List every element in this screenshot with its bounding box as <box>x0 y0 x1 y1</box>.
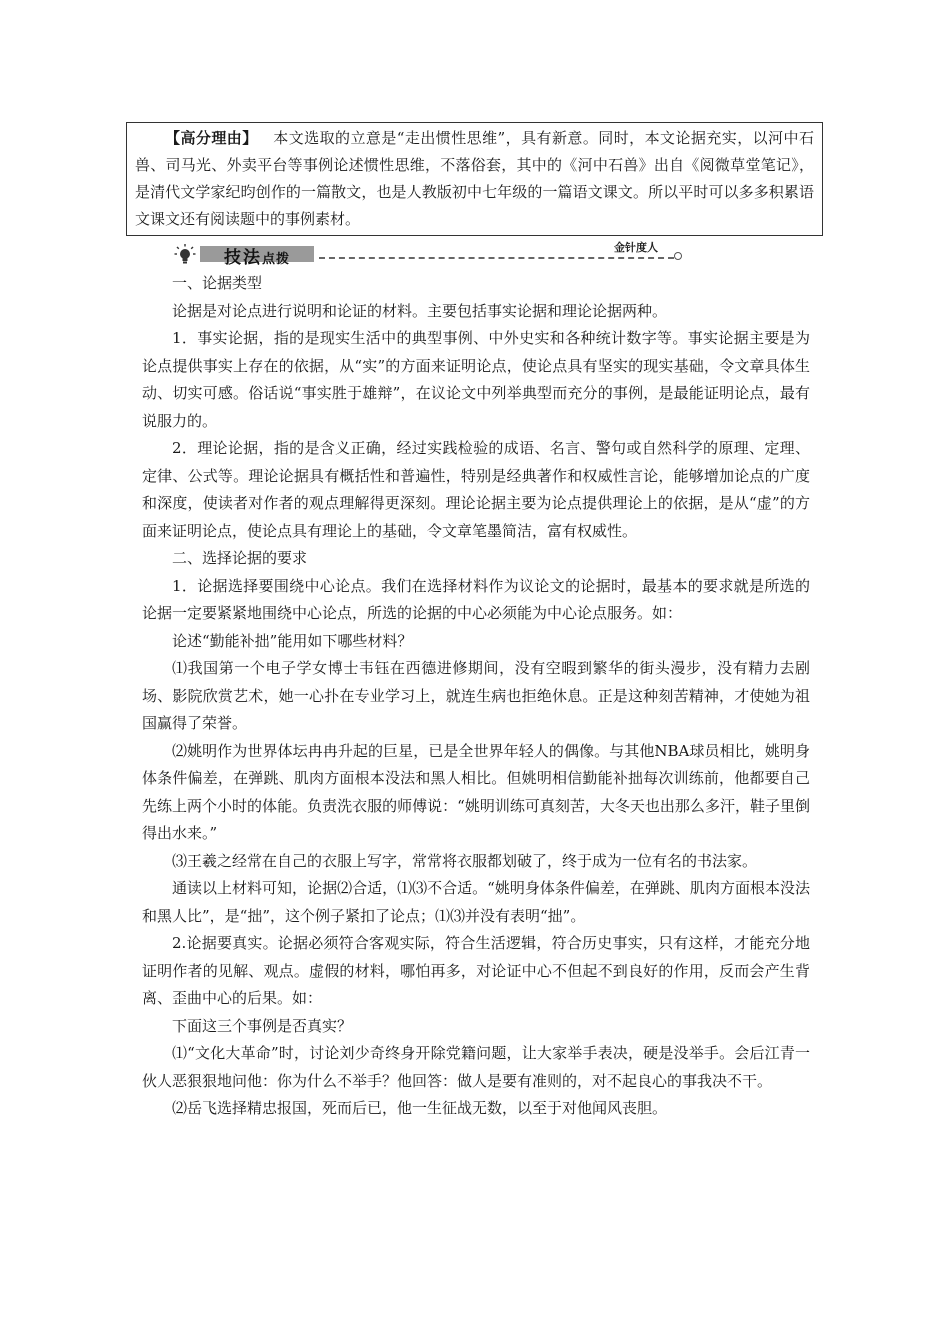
reason-label: 【高分理由】 <box>165 129 258 147</box>
section-banner <box>174 241 694 268</box>
paragraph: 2.论据要真实。论据必须符合客观实际，符合生活逻辑，符合历史事实，只有这样，才能充分地证明作者的见解、观点。虚假的材料，哪怕再多，对论证中心不但起不到良好的作用，反而会产生背离、歪曲中心的后果。如： <box>142 934 810 1007</box>
paragraph: ⑴我国第一个电子学女博士韦钰在西德进修期间，没有空暇到繁华的街头漫步，没有精力去剧场、影院欣赏艺术，她一心扑在专业学习上，就连生病也拒绝休息。正是这种刻苦精神，才使她为祖国赢得了荣誉。 <box>142 659 810 732</box>
paragraph: 下面这三个事例是否真实？ <box>172 1016 353 1035</box>
section-heading-2: 二、选择论据的要求 <box>172 549 308 567</box>
main-content <box>142 270 810 1123</box>
paragraph: 通读以上材料可知，论据⑵合适，⑴⑶不合适。“姚明身体条件偏差，在弹跳、肌肉方面根本没法和黑人比”，是“拙”，这个例子紧扣了论点；⑴⑶并没有表明“拙”。 <box>142 879 810 925</box>
paragraph: ⑶王羲之经常在自己的衣服上写字，常常将衣服都划破了，终于成为一位有名的书法家。 <box>172 851 758 870</box>
paragraph: 论述“勤能补拙”能用如下哪些材料？ <box>172 631 413 650</box>
banner-title-small: 点拨 <box>262 252 291 267</box>
paragraph: 1．事实论据，指的是现实生活中的典型事例、中外史实和各种统计数字等。事实论据主要是为论点提供事实上存在的依据，从“实”的方面来证明论点，使论点具有坚实的现实基础，令文章具体生动、切实可感。俗话说“事实胜于雄辩”，在议论文中列举典型而充分的事例，是最能证明论点，最有说服力的。 <box>142 329 810 430</box>
paragraph: ⑴“文化大革命”时，讨论刘少奇终身开除党籍问题，让大家举手表决，硬是没举手。会后江青一伙人恶狠狠地问他：你为什么不举手？他回答：做人是要有准则的，对不起良心的事我决不干。 <box>142 1044 810 1090</box>
section-heading-1: 一、论据类型 <box>172 274 263 292</box>
paragraph: ⑵姚明作为世界体坛冉冉升起的巨星，已是全世界年轻人的偶像。与其他NBA球员相比，姚明身体条件偏差，在弹跳、肌肉方面根本没法和黑人相比。但姚明相信勤能补拙每次训练前，他都要自己先练上两个小时的体能。负责洗衣服的师傅说：“姚明训练可真刻苦，大冬天也出那么多汗，鞋子里倒得出水来。” <box>142 741 810 842</box>
paragraph: 论据是对论点进行说明和论证的材料。主要包括事实论据和理论论据两种。 <box>172 301 668 320</box>
paragraph: 1．论据选择要围绕中心论点。我们在选择材料作为议论文的论据时，最基本的要求就是所选的论据一定要紧紧地围绕中心论点，所选的论据的中心必须能为中心论点服务。如： <box>142 576 810 622</box>
banner-title <box>224 243 290 268</box>
lightbulb-icon <box>174 243 196 265</box>
high-score-reason-box <box>126 122 823 236</box>
paragraph: 2．理论论据，指的是含义正确，经过实践检验的成语、名言、警句或自然科学的原理、定理、定律、公式等。理论论据具有概括性和普遍性，特别是经典著作和权威性言论，能够增加论点的广度和深度，使读者对作者的观点理解得更深刻。理论论据主要为论点提供理论上的依据，是从“虚”的方面来证明论点，使论点具有理论上的基础，令文章笔墨简洁，富有权威性。 <box>142 439 810 540</box>
banner-title-main: 技法 <box>224 248 262 268</box>
reason-text: 本文选取的立意是“走出惯性思维”，具有新意。同时，本文论据充实，以河中石兽、司马光、外卖平台等事例论述惯性思维，不落俗套，其中的《河中石兽》出自《阅微草堂笔记》，是清代文学家纪昀创作的一篇散文，也是人教版初中七年级的一篇语文课文。所以平时可以多多积累语文课文还有阅读题中的事例素材。 <box>135 129 814 228</box>
banner-end-circle-icon <box>674 252 682 260</box>
banner-author: 金针度人 <box>614 241 658 254</box>
paragraph: ⑵岳飞选择精忠报国，死而后已，他一生征战无数，以至于对他闻风丧胆。 <box>172 1099 668 1117</box>
banner-dashed-rule <box>319 257 674 259</box>
